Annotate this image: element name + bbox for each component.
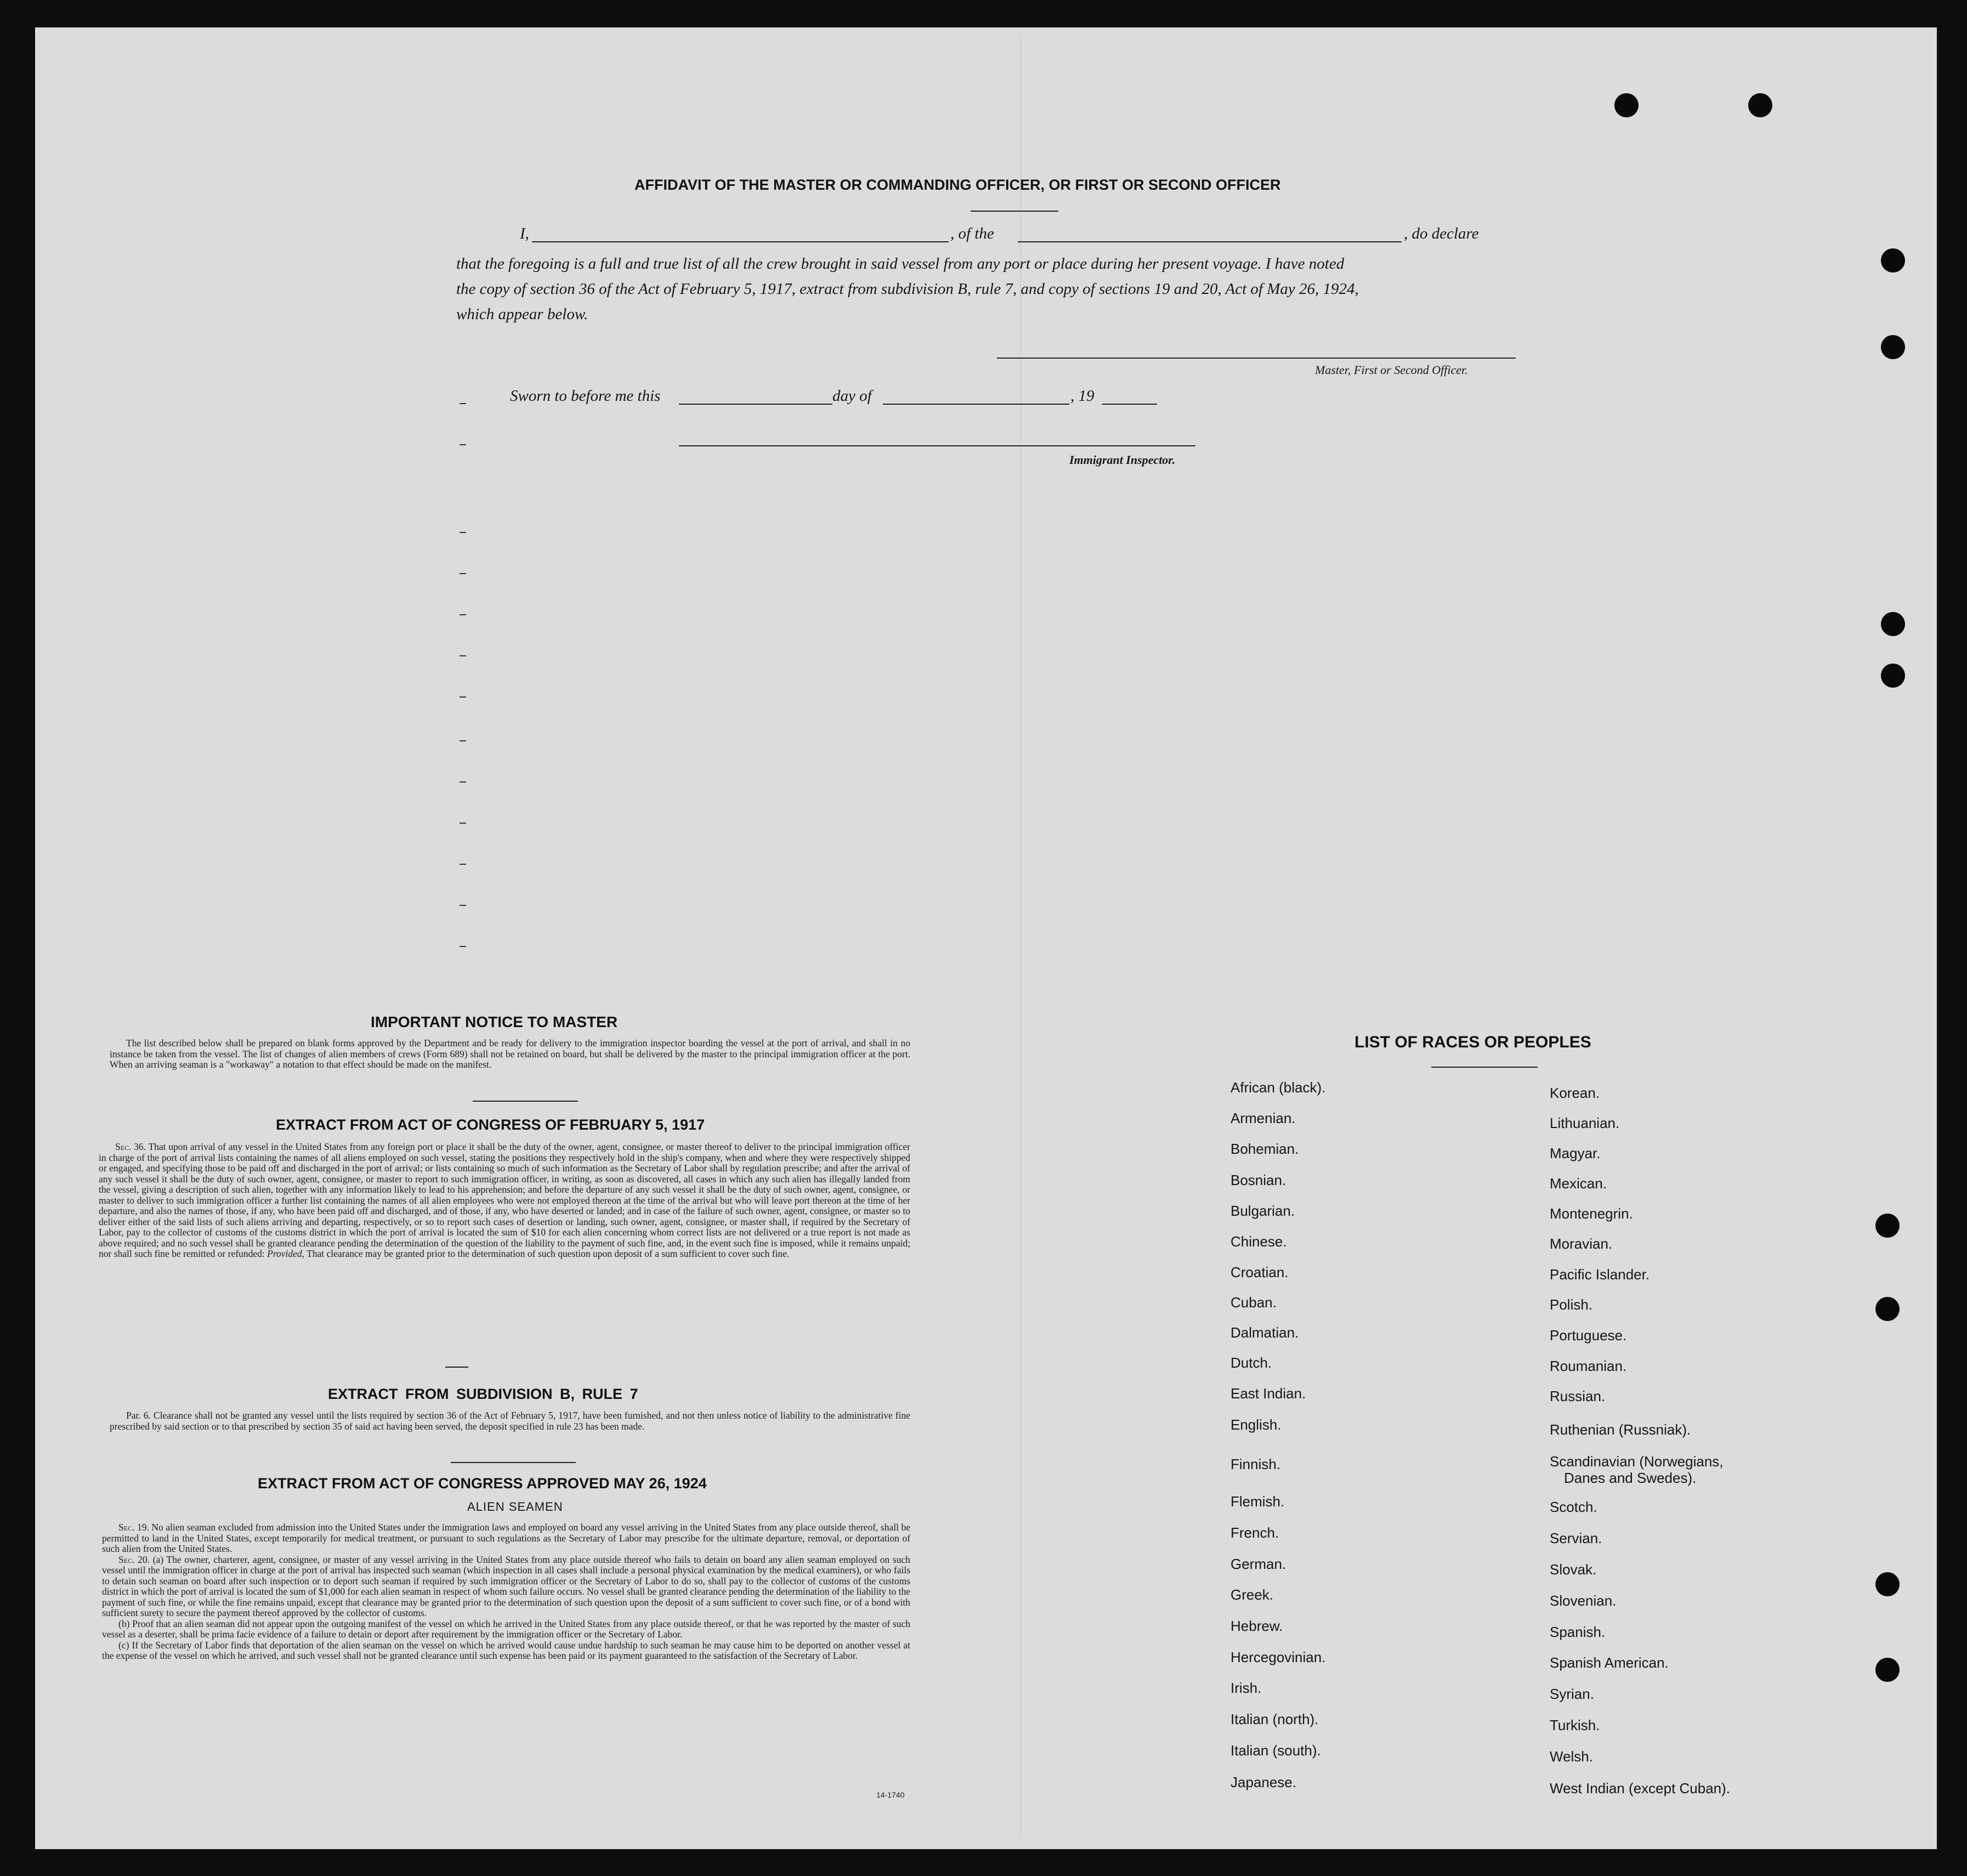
margin-tick bbox=[460, 864, 466, 865]
race-item: Syrian. bbox=[1550, 1686, 1594, 1702]
race-item: English. bbox=[1231, 1416, 1282, 1433]
race-item: Magyar. bbox=[1550, 1145, 1601, 1161]
sec19-label: Sec. 19. bbox=[118, 1522, 149, 1533]
alien-seamen-subtitle: ALIEN SEAMEN bbox=[467, 1500, 563, 1514]
sec20a-paragraph bbox=[102, 1555, 910, 1619]
race-item: Finnish. bbox=[1231, 1456, 1281, 1472]
sworn-day-of: day of bbox=[832, 387, 872, 405]
punch-hole bbox=[1881, 248, 1905, 273]
form-number: 14-1740 bbox=[876, 1790, 905, 1799]
race-item: Turkish. bbox=[1550, 1717, 1600, 1733]
margin-tick bbox=[460, 740, 466, 741]
margin-tick bbox=[460, 781, 466, 783]
race-item: Slovenian. bbox=[1550, 1592, 1617, 1609]
race-item: Bulgarian. bbox=[1231, 1203, 1295, 1219]
affidavit-body-line: the copy of section 36 of the Act of February 5, 1917, extract from subdivision B, rule 7, and copy of sections 19 and 20, Act of May 26, 1924, bbox=[456, 280, 1359, 298]
affidavit-body-line: that the foregoing is a full and true list of all the crew brought in said vessel from any port or place during her present voyage. I have noted bbox=[456, 255, 1345, 273]
race-item: Scandinavian (Norwegians, bbox=[1550, 1453, 1724, 1470]
margin-tick bbox=[460, 403, 466, 404]
race-item: East Indian. bbox=[1231, 1385, 1306, 1402]
margin-tick bbox=[460, 823, 466, 824]
race-item: Italian (north). bbox=[1231, 1711, 1319, 1727]
sec20a-text: (a) The owner, charterer, agent, consignee, or master of any vessel arriving in the United States from any place outside thereof who fails to detain on board any alien seaman employed on such vessel until the immigration officer in charge at the port of arrival has inspected such seaman (which inspection in all cases shall include a personal physical examination by the medical examiners), or who fails to detain such seaman on board after such inspection or to deport such seaman if required by such immigration officer or the Secretary of Labor to do so, shall pay to the collector of customs of the customs district in which the port of arrival is located the sum of $1,000 for each alien seaman in respect of whom such failure occurs. No vessel shall be granted clearance pending the determination of the liability to the payment of such fine, or while the fine remains unpaid, except that clearance may be granted prior to the determination of such question upon the deposit of a sum sufficient to cover such fine, or of a bond with sufficient surety to secure the payment thereof approved by the collector of customs. bbox=[102, 1554, 910, 1618]
race-item: African (black). bbox=[1231, 1079, 1326, 1096]
punch-hole bbox=[1881, 335, 1905, 359]
race-item: Cuban. bbox=[1231, 1294, 1277, 1311]
signature-line[interactable] bbox=[997, 358, 1516, 359]
margin-tick bbox=[460, 655, 466, 656]
race-item: Irish. bbox=[1231, 1680, 1262, 1696]
vessel-prefix: , of the bbox=[950, 225, 994, 242]
affidavit-body-line: which appear below. bbox=[456, 305, 588, 323]
affidavit-title: AFFIDAVIT OF THE MASTER OR COMMANDING OFFICER, OR FIRST OR SECOND OFFICER bbox=[634, 177, 1281, 193]
margin-tick bbox=[460, 532, 466, 533]
punch-hole bbox=[1748, 93, 1772, 117]
race-item: Montenegrin. bbox=[1550, 1205, 1633, 1222]
race-item: Hercegovinian. bbox=[1231, 1649, 1326, 1665]
affidavit-body bbox=[456, 251, 1526, 327]
race-item: Chinese. bbox=[1231, 1233, 1287, 1250]
vessel-name-line[interactable] bbox=[1018, 241, 1402, 242]
extract-1924-text bbox=[102, 1522, 910, 1662]
punch-hole bbox=[1614, 93, 1639, 117]
margin-tick bbox=[460, 614, 466, 615]
sec19-paragraph bbox=[102, 1522, 910, 1555]
margin-tick bbox=[460, 696, 466, 698]
declare-suffix: , do declare bbox=[1404, 225, 1479, 242]
sec36-text: That upon arrival of any vessel in the United States from any foreign port or place it shall be the duty of the owner, agent, consignee, or master thereof to deliver to the principal immigration officer in charge of the port of arrival lists containing the names of all aliens employed on such vessel, stating the positions they respectively hold in the ship's company, when and where they were respectively shipped or engaged, and specifying those to be paid off and discharged in the port of arrival; or lists containing so much of such information as the Secretary of Labor shall by regulation prescribe; and after the arrival of any such vessel it shall be the duty of such owner, agent, consignee, or master to report to such immigration officer, in writing, as soon as discovered, all cases in which any such alien has illegally landed from the vessel, giving a description of such alien, together with any information likely to lead to his apprehension; and before the departure of any such vessel it shall be the duty of such owner, agent, consignee, or master to deliver to such immigration officer a further list containing the names of all alien employees who were not employed thereon at the time of the arrival but who will leave port thereon at the time of her departure, and also the names of those, if any, who have been paid off and discharged, and of those, if any, who have deserted or landed; and in case of the failure of such owner, agent, consignee, or master so to deliver either of the said lists of such aliens arriving and departing, respectively, or so to report such cases of desertion or landing, such owner, agent, consignee, or master shall, if required by the Secretary of Labor, pay to the collector of customs of the customs district in which the port of arrival is located the sum of $10 for each alien concerning whom correct lists are not delivered or a true report is not made as above required; and no such vessel shall be granted clearance pending the determination of the question of the liability to the payment of such fine, and, in the event such fine is imposed, while it remains unpaid; nor shall such fine be remitted or refunded: bbox=[99, 1141, 910, 1259]
race-item: Russian. bbox=[1550, 1388, 1606, 1404]
race-item: Roumanian. bbox=[1550, 1358, 1627, 1374]
margin-tick bbox=[460, 905, 466, 906]
rule7-paragraph: Par. 6. Clearance shall not be granted any vessel until the lists required by section 36 of the Act of February 5, 1917, have been furnished, and not then unless notice of liability to the administrative fine prescribed by said section or to that prescribed by section 35 of said act having been served, the deposit specified in rule 23 has been made. bbox=[110, 1410, 910, 1432]
race-item: Bohemian. bbox=[1231, 1141, 1299, 1157]
race-item: Bosnian. bbox=[1231, 1172, 1286, 1188]
race-item: French. bbox=[1231, 1524, 1279, 1541]
race-item: Korean. bbox=[1550, 1085, 1600, 1101]
inspector-caption: Immigrant Inspector. bbox=[1069, 453, 1176, 467]
sec36-paragraph bbox=[99, 1142, 910, 1260]
provided-label: Provided, bbox=[267, 1248, 304, 1259]
race-item: German. bbox=[1231, 1556, 1286, 1572]
section-rule bbox=[473, 1101, 578, 1102]
sworn-prefix: Sworn to before me this bbox=[510, 387, 661, 405]
race-item: Greek. bbox=[1231, 1586, 1274, 1603]
sec20c-paragraph: (c) If the Secretary of Labor finds that deportation of the alien seaman on the vessel on which he arrived would cause undue hardship to such seaman he may cause him to be deported on another vessel at the expense of the vessel on which he arrived, and such vessel shall not be granted clearance until such expense has been paid or its payment guaranteed to the satisfaction of the Secretary of Labor. bbox=[102, 1639, 910, 1661]
extract-1924-title: EXTRACT FROM ACT OF CONGRESS APPROVED MAY 26, 1924 bbox=[258, 1475, 707, 1492]
punch-hole bbox=[1875, 1214, 1900, 1238]
race-item: West Indian (except Cuban). bbox=[1550, 1780, 1731, 1796]
rule7-title: EXTRACT FROM SUBDIVISION B, RULE 7 bbox=[328, 1386, 638, 1402]
sec36-text-end: That clearance may be granted prior to the determination of such question upon deposit of a sum sufficient to cover such fine. bbox=[307, 1248, 790, 1259]
notice-title: IMPORTANT NOTICE TO MASTER bbox=[371, 1013, 618, 1030]
rule7-text bbox=[110, 1410, 910, 1432]
extract-1917-text bbox=[99, 1142, 910, 1260]
notice-text bbox=[110, 1038, 910, 1070]
sec19-text: No alien seaman excluded from admission into the United States under the immigration laws and employed on board any vessel arriving in the United States from any place outside thereof, shall be permitted to land in the United States, except temporarily for medical treatment, or pursuant to such regulations as the Secretary of Labor may prescribe for the ultimate departure, removal, or deportation of such alien from the United States. bbox=[102, 1522, 911, 1554]
race-item: Spanish American. bbox=[1550, 1654, 1669, 1671]
sec36-label: Sec. 36. bbox=[115, 1141, 146, 1152]
title-rule bbox=[971, 211, 1058, 212]
sec20b-paragraph: (b) Proof that an alien seaman did not appear upon the outgoing manifest of the vessel on which he arrived in the United States from any place outside thereof, or that he was reported by the master of such vessel as a deserter, shall be prima facie evidence of a failure to detain or deport after requirement by the immigration officer or the Secretary of Labor. bbox=[102, 1618, 910, 1640]
race-item: Danes and Swedes). bbox=[1564, 1470, 1697, 1486]
affiant-name-line[interactable] bbox=[532, 241, 949, 242]
punch-hole bbox=[1875, 1572, 1900, 1596]
race-item: Polish. bbox=[1550, 1296, 1593, 1313]
race-item: Servian. bbox=[1550, 1530, 1602, 1546]
inspector-signature-line[interactable] bbox=[679, 445, 1195, 446]
races-title: LIST OF RACES OR PEOPLES bbox=[1354, 1033, 1591, 1051]
affidavit-line-1 bbox=[520, 225, 1518, 245]
margin-tick bbox=[460, 444, 466, 445]
race-item: Welsh. bbox=[1550, 1748, 1593, 1765]
race-item: Hebrew. bbox=[1231, 1618, 1283, 1634]
sworn-year-line[interactable] bbox=[1102, 404, 1157, 405]
race-item: Ruthenian (Russniak). bbox=[1550, 1421, 1691, 1438]
sworn-day-line[interactable] bbox=[679, 404, 832, 405]
race-item: Portuguese. bbox=[1550, 1327, 1627, 1344]
margin-tick bbox=[460, 946, 466, 947]
race-item: Lithuanian. bbox=[1550, 1115, 1620, 1131]
section-rule bbox=[445, 1367, 468, 1368]
race-item: Scotch. bbox=[1550, 1499, 1597, 1515]
sworn-month-line[interactable] bbox=[883, 404, 1069, 405]
sworn-line bbox=[510, 387, 1201, 407]
notice-paragraph: The list described below shall be prepared on blank forms approved by the Department and be ready for delivery to the immigration inspector boarding the vessel at the port of arrival, and shall in no instance be taken from the vessel. The list of changes of alien members of crews (Form 689) shall not be retained on board, but shall be delivered by the master to the principal immigration officer at the port. When an arriving seaman is a "workaway" a notation to that effect should be made on the manifest. bbox=[110, 1038, 910, 1070]
section-rule bbox=[451, 1462, 576, 1463]
extract-1917-title: EXTRACT FROM ACT OF CONGRESS OF FEBRUARY 5, 1917 bbox=[276, 1116, 705, 1133]
signature-caption: Master, First or Second Officer. bbox=[1315, 363, 1468, 377]
race-item: Dalmatian. bbox=[1231, 1324, 1299, 1341]
race-item: Moravian. bbox=[1550, 1235, 1613, 1252]
race-item: Croatian. bbox=[1231, 1264, 1289, 1280]
race-item: Pacific Islander. bbox=[1550, 1266, 1650, 1283]
race-item: Italian (south). bbox=[1231, 1742, 1321, 1759]
race-item: Armenian. bbox=[1231, 1110, 1296, 1126]
punch-hole bbox=[1881, 612, 1905, 636]
race-item: Mexican. bbox=[1550, 1175, 1607, 1192]
punch-hole bbox=[1875, 1297, 1900, 1321]
race-item: Spanish. bbox=[1550, 1624, 1606, 1640]
punch-hole bbox=[1881, 664, 1905, 688]
race-item: Dutch. bbox=[1231, 1354, 1272, 1371]
affiant-prefix: I, bbox=[520, 225, 529, 242]
races-title-rule bbox=[1431, 1067, 1538, 1068]
race-item: Flemish. bbox=[1231, 1493, 1285, 1510]
sworn-year: , 19 bbox=[1070, 387, 1095, 405]
sec20-label: Sec. 20. bbox=[118, 1554, 150, 1565]
margin-tick bbox=[460, 573, 466, 574]
race-item: Japanese. bbox=[1231, 1774, 1296, 1790]
punch-hole bbox=[1875, 1658, 1900, 1682]
race-item: Slovak. bbox=[1550, 1561, 1597, 1578]
